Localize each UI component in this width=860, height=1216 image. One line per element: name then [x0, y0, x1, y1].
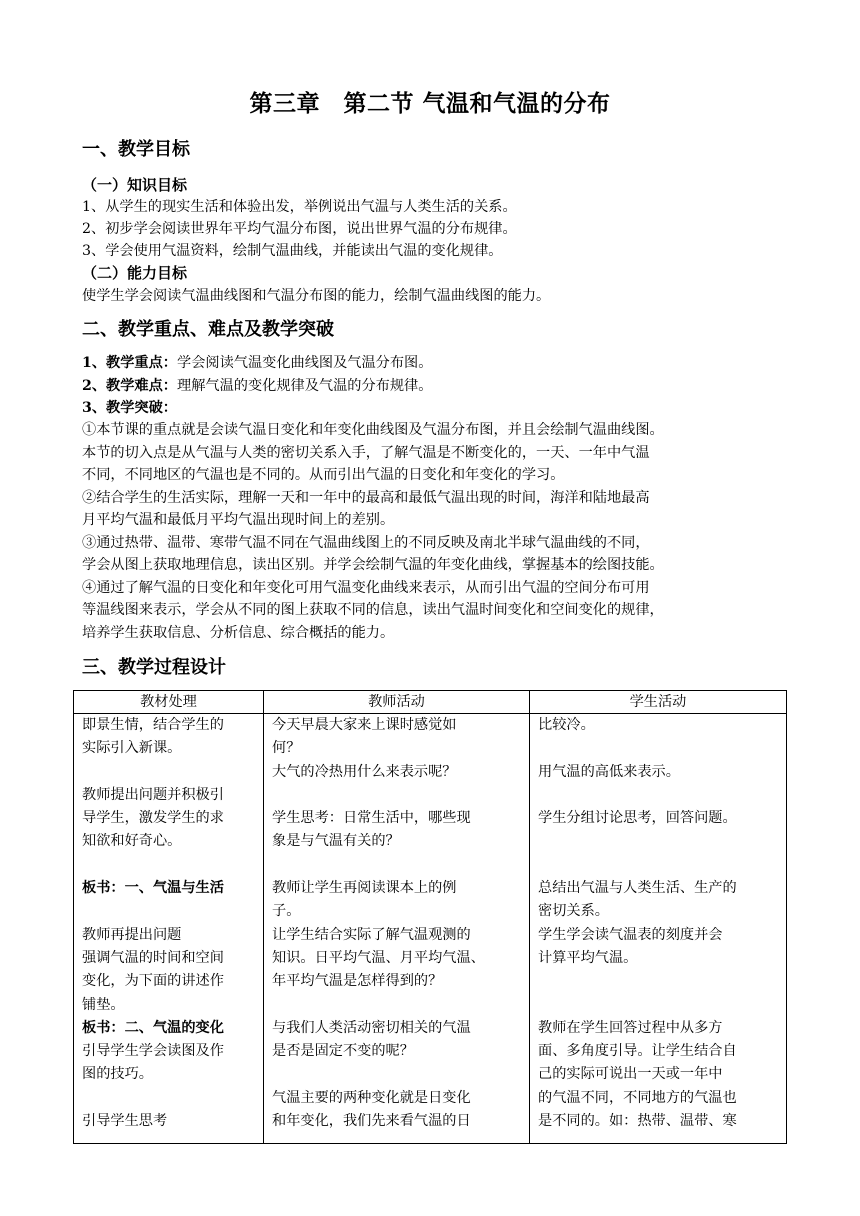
cell-line: 的气温不同，不同地方的气温也: [538, 1089, 737, 1106]
page-title: 第三章 第二节 气温和气温的分布: [249, 91, 611, 117]
cell-line: [272, 1063, 525, 1086]
objectives-heading: 一、教学目标: [82, 139, 190, 160]
cell-line: 学生分组讨论思考，回答问题。: [538, 810, 737, 827]
cell-line: 铺垫。: [82, 996, 125, 1013]
cell-line: 子。: [272, 903, 301, 920]
teaching-difficulty-text: 理解气温的变化规律及气温的分布规律。: [177, 378, 433, 394]
cell-line: 年平均气温是怎样得到的？: [272, 973, 443, 990]
knowledge-item: 2、初步学会阅读世界年平均气温分布图，说出世界气温的分布规律。: [82, 221, 517, 237]
cell-line: 气温主要的两种变化就是日变化: [272, 1089, 471, 1106]
cell-line: 象是与气温有关的？: [272, 833, 400, 850]
cell-line: 总结出气温与人类生活、生产的: [538, 880, 737, 897]
ability-objectives-heading: （二）能力目标: [82, 264, 188, 282]
breakthrough-line: ③通过热带、温带、寒带气温不同在气温曲线图上的不同反映及南北半球气温曲线的不同，: [82, 535, 650, 551]
teaching-focus-label: 1、教学重点：: [82, 355, 177, 371]
breakthrough-line: 本节的切入点是从气温与人类的密切关系入手，了解气温是不断变化的，一天、一年中气温: [82, 445, 650, 461]
breakthrough-line: ②结合学生的生活实际，理解一天和一年中的最高和最低气温出现的时间，海洋和陆地最高: [82, 490, 650, 506]
cell-line: 引导学生思考: [82, 1113, 168, 1130]
column-header-student: 学生活动: [530, 691, 787, 714]
cell-line: [538, 737, 782, 760]
cell-line: 比较冷。: [538, 717, 595, 733]
breakthrough-line: 培养学生获取信息、分析信息、综合概括的能力。: [82, 625, 395, 641]
cell-line: [538, 830, 782, 853]
column-header-material: 教材处理: [74, 691, 264, 714]
cell-line: 面、多角度引导。让学生结合自: [538, 1043, 737, 1060]
cell-line: [82, 900, 259, 923]
process-heading: 三、教学过程设计: [82, 657, 226, 678]
cell-line: 计算平均气温。: [538, 949, 638, 966]
cell-line: [82, 854, 259, 877]
ability-objective-text: 使学生学会阅读气温曲线图和气温分布图的能力，绘制气温曲线图的能力。: [82, 288, 551, 304]
cell-line: 和年变化，我们先来看气温的日: [272, 1113, 471, 1130]
knowledge-item: 1、从学生的现实生活和体验出发，举例说出气温与人类生活的关系。: [82, 199, 517, 215]
cell-line: 己的实际可说出一天或一年中: [538, 1066, 723, 1083]
cell-line: [272, 784, 525, 807]
teacher-activity-cell: [264, 714, 530, 1144]
cell-line: [538, 994, 782, 1017]
breakthrough-line: ①本节课的重点就是会读气温日变化和年变化曲线图及气温分布图，并且会绘制气温曲线图。: [82, 422, 664, 438]
cell-line: 大气的冷热用什么来表示呢？: [272, 763, 457, 780]
cell-line: [82, 1087, 259, 1110]
breakthrough-line: ④通过了解气温的日变化和年变化可用气温变化曲线来表示，从而引出气温的空间分布可用: [82, 580, 650, 596]
cell-line: 教师再提出问题: [82, 926, 182, 943]
cell-line: 引导学生学会读图及作: [82, 1043, 224, 1060]
table-header-row: [74, 691, 787, 714]
cell-line: [272, 854, 525, 877]
board-note-1: 板书：一、气温与生活: [82, 880, 224, 897]
cell-line: 即景生情，结合学生的: [82, 717, 224, 733]
cell-line: 是否是固定不变的呢？: [272, 1043, 414, 1060]
cell-line: 变化，为下面的讲述作: [82, 973, 224, 990]
cell-line: 教师提出问题并积极引: [82, 786, 224, 803]
cell-line: [538, 854, 782, 877]
cell-line: 知识。日平均气温、月平均气温、: [272, 949, 485, 966]
board-note-2: 板书：二、气温的变化: [82, 1019, 224, 1036]
cell-line: 导学生，激发学生的求: [82, 810, 224, 827]
cell-line: 教师让学生再阅读课本上的例: [272, 880, 457, 897]
column-header-teacher: 教师活动: [264, 691, 530, 714]
breakthrough-line: 等温线图来表示，学会从不同的图上获取不同的信息，读出气温时间变化和空间变化的规律，: [82, 602, 664, 618]
cell-line: [538, 970, 782, 993]
knowledge-item: 3、学会使用气温资料，绘制气温曲线，并能读出气温的变化规律。: [82, 243, 503, 259]
cell-line: 用气温的高低来表示。: [538, 763, 680, 780]
cell-line: 何？: [272, 740, 301, 757]
cell-line: [82, 761, 259, 784]
teaching-difficulty-label: 2、教学难点：: [82, 378, 177, 394]
material-cell: [74, 714, 264, 1144]
teaching-breakthrough-label: 3、教学突破：: [82, 400, 177, 416]
cell-line: 学生学会读气温表的刻度并会: [538, 926, 723, 943]
breakthrough-line: 学会从图上获取地理信息，读出区别。并学会绘制气温的年变化曲线，掌握基本的绘图技能。: [82, 557, 664, 573]
teaching-difficulty: [82, 375, 782, 397]
cell-line: 与我们人类活动密切相关的气温: [272, 1019, 471, 1036]
cell-line: 密切关系。: [538, 903, 609, 920]
cell-line: [538, 784, 782, 807]
teaching-focus: [82, 352, 782, 374]
cell-line: 学生思考：日常生活中，哪些现: [272, 810, 471, 827]
knowledge-objectives-heading: （一）知识目标: [82, 176, 188, 194]
cell-line: 实际引入新课。: [82, 740, 182, 757]
breakthrough-line: 不同，不同地区的气温也是不同的。从而引出气温的日变化和年变化的学习。: [82, 467, 565, 483]
cell-line: 教师在学生回答过程中从多方: [538, 1019, 723, 1036]
cell-line: 知欲和好奇心。: [82, 833, 182, 850]
key-points-heading: 二、教学重点、难点及教学突破: [82, 319, 334, 340]
teaching-focus-text: 学会阅读气温变化曲线图及气温分布图。: [177, 355, 433, 371]
cell-line: 今天早晨大家来上课时感觉如: [272, 717, 457, 733]
cell-line: [272, 994, 525, 1017]
table-row: [74, 714, 787, 1144]
cell-line: 图的技巧。: [82, 1066, 153, 1083]
student-activity-cell: [530, 714, 787, 1144]
process-table: [73, 690, 787, 1144]
breakthrough-line: 月平均气温和最低月平均气温出现时间上的差别。: [82, 512, 395, 528]
cell-line: 让学生结合实际了解气温观测的: [272, 926, 471, 943]
cell-line: 是不同的。如：热带、温带、寒: [538, 1113, 737, 1130]
cell-line: 强调气温的时间和空间: [82, 949, 224, 966]
